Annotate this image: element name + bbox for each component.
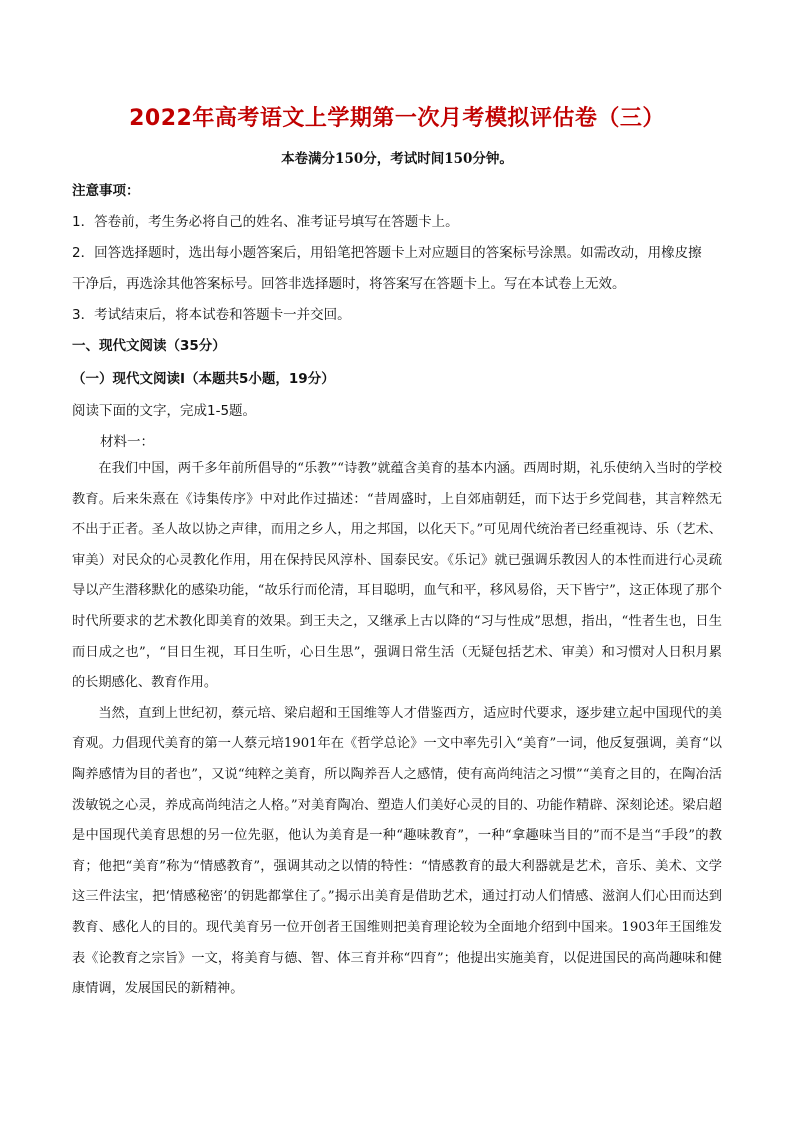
exam-subtitle: 本卷满分150分，考试时间150分钟。 — [281, 151, 513, 167]
exam-title: 2022年高考语文上学期第一次月考模拟评估卷（三） — [129, 106, 665, 131]
section-subheading: （一）现代文阅读Ⅰ（本题共5小题，19分） — [72, 371, 335, 387]
passage-paragraph-1: 在我们中国，两千多年前所倡导的“乐教”“诗教”就蕴含美育的基本内涵。西周时期，礼乐使纳入当时的学校教育。后来朱熹在《诗集传序》中对此作过描述：“昔周盛时，上自郊庙朝廷，而下达于乡党闾巷，其言粹然无不出于正者。圣人故以协之声律，而用之乡人，用之邦国，以化天下。”可见周代统治者已经重视诗、乐（艺术、审美）对民众的心灵教化作用，用在保持民风淳朴、国泰民安。《乐记》就已强调乐教因人的本性而进行心灵疏导以产生潜移默化的感染功能，“故乐行而伦清，耳目聪明，血气和平，移风易俗，天下皆宁”，这正体现了那个时代所要求的艺术教化即美育的效果。到王夫之，又继承上古以降的“习与性成”思想，指出，“性者生也，日生而日成之也”，“目日生视，耳日生听，心日生思”，强调日常生活（无疑包括艺术、审美）和习惯对人日积月累的长期感化、教育作用。 — [72, 461, 722, 691]
material-label: 材料一： — [100, 434, 154, 450]
note-item-3: 3．考试结束后，将本试卷和答题卡一并交回。 — [72, 307, 351, 323]
section-heading: 一、现代文阅读（35分） — [72, 338, 226, 354]
note-item-2-line-1: 2．回答选择题时，选出每小题答案后，用铅笔把答题卡上对应题目的答案标号涂黑。如需改动，用橡皮擦 — [72, 245, 702, 261]
reading-passage — [72, 454, 722, 1005]
reading-instruction: 阅读下面的文字，完成1-5题。 — [72, 403, 257, 419]
note-item-1: 1．答卷前，考生务必将自己的姓名、准考证号填写在答题卡上。 — [72, 214, 459, 230]
notes-heading: 注意事项： — [72, 183, 140, 199]
passage-paragraph-2: 当然，直到上世纪初，蔡元培、梁启超和王国维等人才借鉴西方，适应时代要求，逐步建立起中国现代的美育观。力倡现代美育的第一人蔡元培1901年在《哲学总论》一文中率先引入“美育”一词，他反复强调，美育“以陶养感情为目的者也”，又说“纯粹之美育，所以陶养吾人之感情，使有高尚纯洁之习惯”“美育之目的，在陶冶活泼敏锐之心灵，养成高尚纯洁之人格。”对美育陶冶、塑造人们美好心灵的目的、功能作精辟、深刻论述。梁启超是中国现代美育思想的另一位先驱，他认为美育是一种“趣味教育”，一种“拿趣味当目的”而不是当“手段”的教育；他把“美育”称为“情感教育”，强调其动之以情的特性：“情感教育的最大利器就是艺术，音乐、美术、文学这三件法宝，把‘情感秘密’的钥匙都掌住了。”揭示出美育是借助艺术，通过打动人们情感、滋润人们心田而达到教育、感化人的目的。现代美育另一位开创者王国维则把美育理论较为全面地介绍到中国来。1903年王国维发表《论教育之宗旨》一文，将美育与德、智、体三育并称“四育”；他提出实施美育，以促进国民的高尚趣味和健康情调，发展国民的新精神。 — [72, 705, 722, 997]
note-item-2-line-2: 干净后，再选涂其他答案标号。回答非选择题时，将答案写在答题卡上。写在本试卷上无效。 — [72, 276, 626, 292]
